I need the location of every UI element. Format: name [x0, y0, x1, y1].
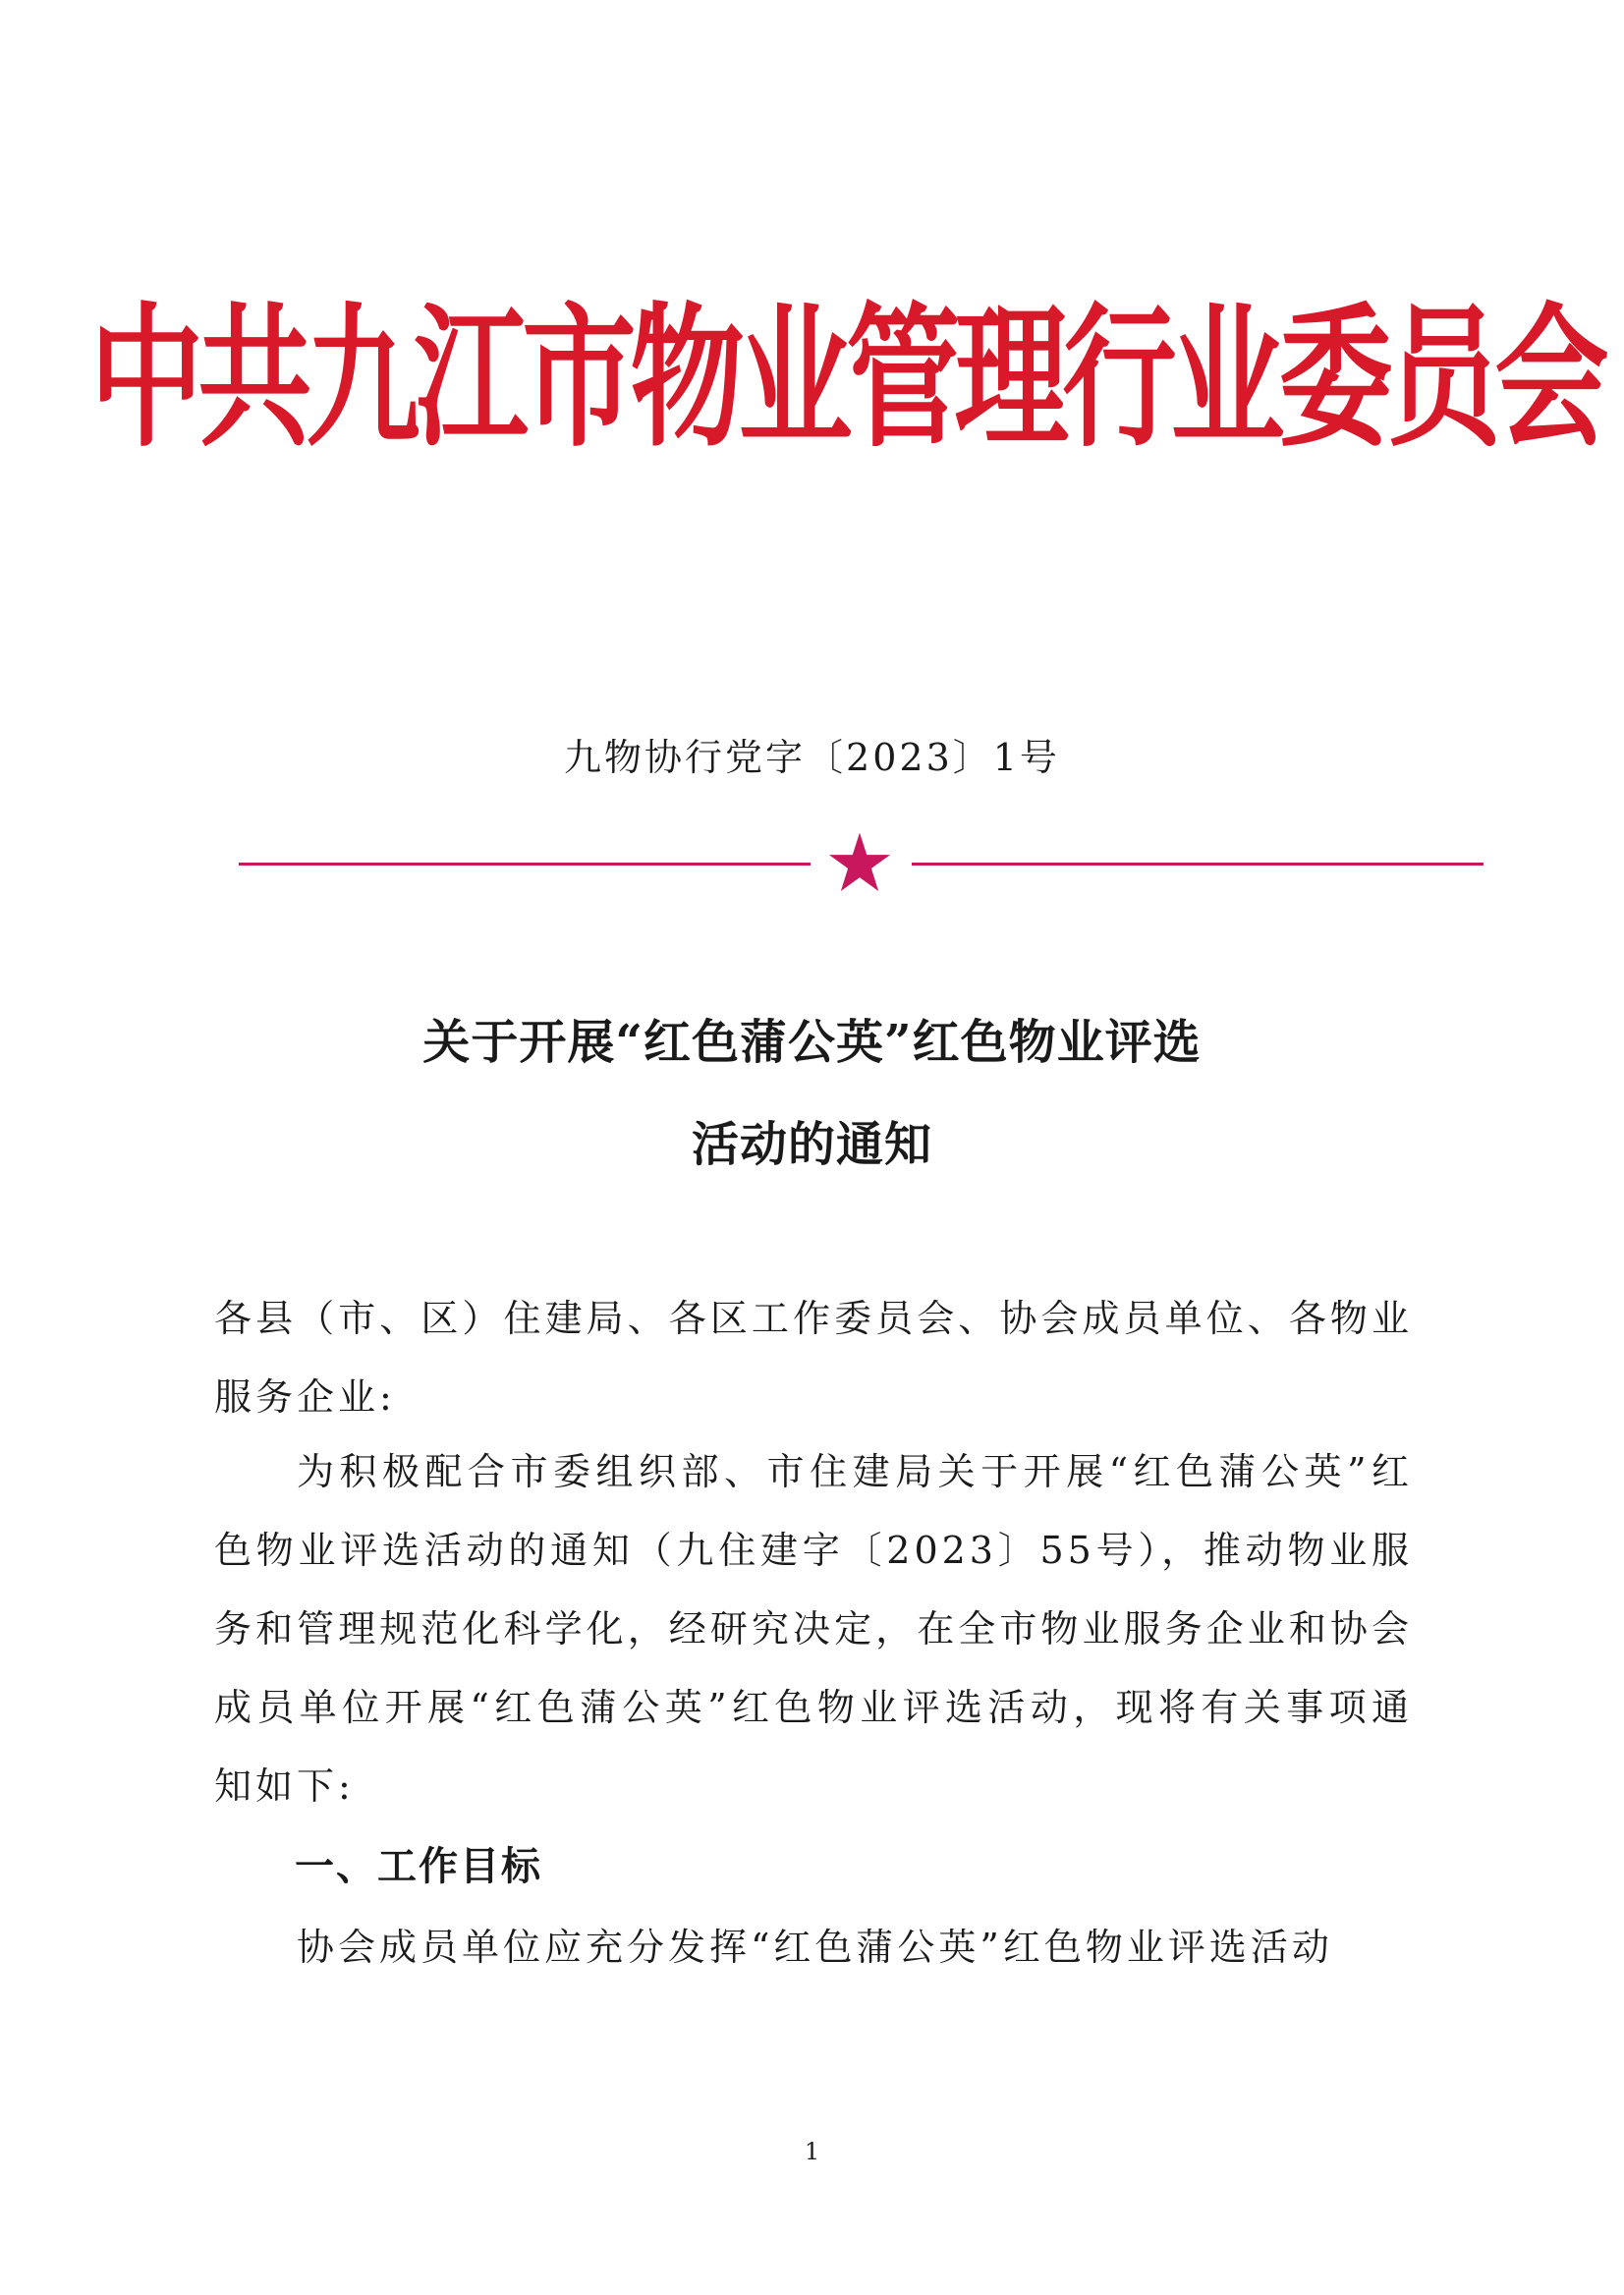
body-paragraph-2: 协会成员单位应充分发挥“红色蒲公英”红色物业评选活动	[297, 1926, 1333, 1969]
section-heading-1: 一、工作目标	[295, 1844, 542, 1889]
page-number: 1	[804, 2138, 820, 2165]
salutation: 各县（市、区）住建局、各区工作委员会、协会成员单位、各物业服务企业:	[214, 1297, 1413, 1419]
notice-title-line-2: 活动的通知	[691, 1117, 932, 1172]
red-divider-right	[912, 863, 1484, 866]
masthead-title: 中共九江市物业管理行业委员会	[89, 288, 1603, 469]
red-divider-left	[239, 863, 811, 866]
red-star-icon	[827, 830, 892, 895]
document-number: 九物协行党字〔2023〕1号	[564, 736, 1060, 779]
body-paragraph-1: 为积极配合市委组织部、市住建局关于开展“红色蒲公英”红色物业评选活动的通知（九住建字〔2023〕55号），推动物业服务和管理规范化科学化，经研究决定，在全市物业服务企业和协会成员单位开展“红色蒲公英”红色物业评选活动，现将有关事项通知如下:	[214, 1450, 1413, 1808]
notice-title-line-1: 关于开展“红色蒲公英”红色物业评选	[422, 1015, 1202, 1070]
